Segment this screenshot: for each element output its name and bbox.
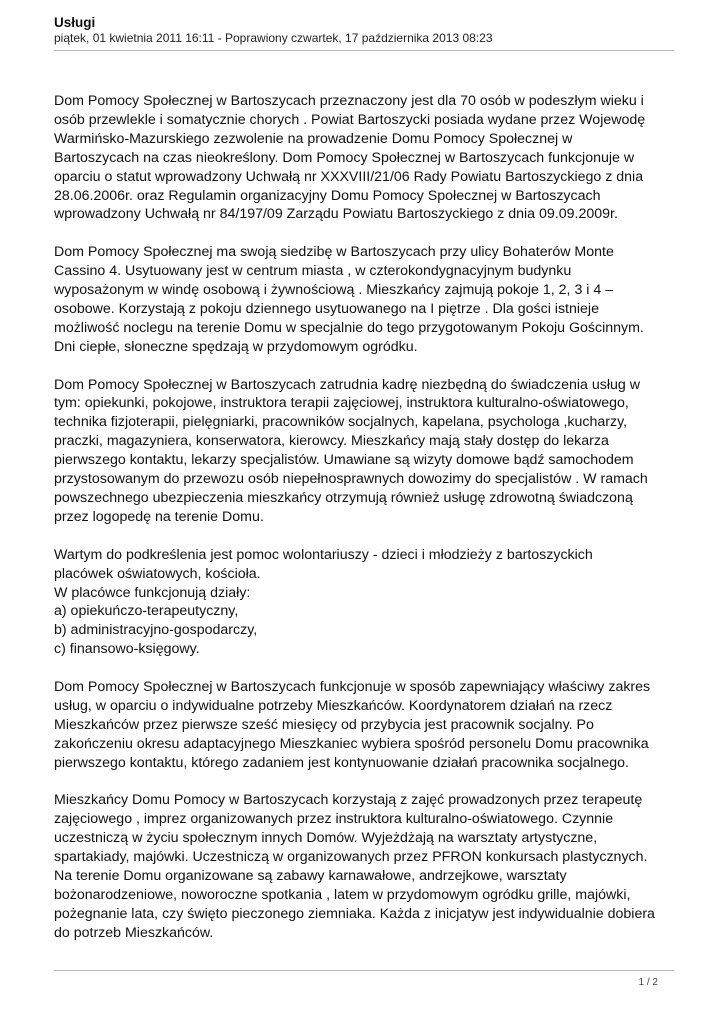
text-line: tym: opiekunki, pokojowe, instruktora terapii zajęciowej, instruktora kulturalno-oświatowego, xyxy=(54,395,629,412)
list-item: a) opiekuńczo-terapeutyczny, xyxy=(54,603,239,620)
text-line: Cassino 4. Usytuowany jest w centrum miasta , w czterokondygnacyjnym budynku xyxy=(54,263,572,280)
text-line: bożonarodzeniowe, noworoczne spotkania , latem w przydomowym ogródku grille, majówki, xyxy=(54,886,631,903)
paragraph-location xyxy=(54,243,679,356)
text-line: pierwszego kontaktu, którego zadaniem jest kontynuowanie działań pracownika socjalnego. xyxy=(54,754,629,771)
text-line: do potrzeb Mieszkańców. xyxy=(54,924,214,941)
text-line: wyposażonym w windę osobową i żywnościową . Mieszkańcy zajmują pokoje 1, 2, 3 i 4 – xyxy=(54,282,614,299)
paragraph-services xyxy=(54,678,679,773)
text-line: Dom Pomocy Społecznej w Bartoszycach funkcjonuje w sposób zapewniający właściwy zakres xyxy=(54,679,651,696)
text-line: Dni ciepłe, słoneczne spędzają w przydomowym ogródku. xyxy=(54,338,418,355)
text-line: 28.06.2006r. oraz Regulamin organizacyjny Domu Pomocy Społecznej w Bartoszycach xyxy=(54,187,601,204)
text-line: spartakiady, majówki. Uczestniczą w organizowanych przez PFRON konkursach plastycznych. xyxy=(54,849,648,866)
paragraph-volunteers xyxy=(54,546,679,659)
text-line: W placówce funkcjonują działy: xyxy=(54,584,251,601)
text-line: zakończeniu okresu adaptacyjnego Mieszkaniec wybiera spośród personelu Domu pracownika xyxy=(54,735,649,752)
page-footer xyxy=(54,970,674,988)
text-line: technika fizjoterapii, pielęgniarki, pracowników socjalnych, kapelana, psychologa ,kucharzy, xyxy=(54,414,628,431)
text-line: możliwość noclegu na terenie Domu w specjalnie do tego przygotowanym Pokoju Gościnnym. xyxy=(54,319,644,336)
text-line: Dom Pomocy Społecznej w Bartoszycach zatrudnia kadrę niezbędną do świadczenia usług w xyxy=(54,376,640,393)
text-line: usług, w oparciu o indywidualne potrzeby Mieszkańców. Koordynatorem działań na rzecz xyxy=(54,697,613,714)
paragraph-intro xyxy=(54,92,679,224)
list-item: b) administracyjno-gospodarczy, xyxy=(54,622,258,639)
text-line: osobowe. Korzystają z pokoju dziennego usytuowanego na I piętrze . Dla gości istnieje xyxy=(54,300,599,317)
text-line: oparciu o statut wprowadzony Uchwałą nr XXXVIII/21/06 Rady Powiatu Bartoszyckiego z dnia xyxy=(54,168,644,185)
text-line: uczestniczą w życiu społecznym innych Domów. Wyjeżdżają na warsztaty artystyczne, xyxy=(54,830,598,847)
text-line: osób przewlekle i somatycznie chorych . Powiat Bartoszycki posiada wydane przez Wojewodę xyxy=(54,111,646,128)
text-line: Na terenie Domu organizowane są zabawy karnawałowe, andrzejkowe, warsztaty xyxy=(54,868,567,885)
text-line: wprowadzony Uchwałą nr 84/197/09 Zarządu Powiatu Bartoszyckiego z dnia 09.09.2009r. xyxy=(54,206,618,223)
page-number: 1 / 2 xyxy=(638,977,658,988)
text-line: Mieszkańców przez pierwsze sześć miesięcy od przybycia jest pracownik socjalny. Po xyxy=(54,716,594,733)
text-line: przez logopedę na terenie Domu. xyxy=(54,508,264,525)
text-line: praczki, magazyniera, konserwatora, kierowcy. Mieszkańcy mają stały dostęp do lekarza xyxy=(54,433,609,450)
text-line: Wartym do podkreślenia jest pomoc wolontariuszy - dzieci i młodzieży z bartoszyckich xyxy=(54,546,593,563)
text-line: zajęciowego , imprez organizowanych przez instruktora kulturalno-oświatowego. Czynnie xyxy=(54,811,614,828)
paragraph-activities xyxy=(54,791,679,942)
publication-date: piątek, 01 kwietnia 2011 16:11 - Poprawiony czwartek, 17 października 2013 08:23 xyxy=(54,31,493,45)
text-line: Dom Pomocy Społecznej ma swoją siedzibę w Bartoszycach przy ulicy Bohaterów Monte xyxy=(54,244,614,261)
text-line: placówek oświatowych, kościoła. xyxy=(54,565,261,582)
text-line: Mieszkańcy Domu Pomocy w Bartoszycach korzystają z zajęć prowadzonych przez terapeutę xyxy=(54,792,643,809)
document-header xyxy=(54,14,674,51)
page-title: Usługi xyxy=(54,15,96,30)
article-body xyxy=(54,92,679,962)
text-line: Warmińsko-Mazurskiego zezwolenie na prowadzenie Domu Pomocy Społecznej w xyxy=(54,130,573,147)
list-item: c) finansowo-księgowy. xyxy=(54,641,200,658)
text-line: powszechnego ubezpieczenia mieszkańcy otrzymują również usługę zdrowotną świadczoną xyxy=(54,490,633,506)
text-line: pierwszego kontaktu, lekarzy specjalistów. Umawiane są wizyty domowe bądź samochodem xyxy=(54,452,634,469)
text-line: Bartoszycach na czas nieokreślony. Dom Pomocy Społecznej w Bartoszycach funkcjonuje w xyxy=(54,149,635,166)
text-line: pożegnanie lata, czy święto pieczonego ziemniaka. Każda z inicjatyw jest indywidualnie dobiera xyxy=(54,905,655,922)
text-line: przystosowanym do przewozu osób niepełnosprawnych dowozimy do specjalistów . W ramach xyxy=(54,471,648,488)
paragraph-staff xyxy=(54,376,679,527)
text-line: Dom Pomocy Społecznej w Bartoszycach przeznaczony jest dla 70 osób w podeszłym wieku i xyxy=(54,93,644,109)
